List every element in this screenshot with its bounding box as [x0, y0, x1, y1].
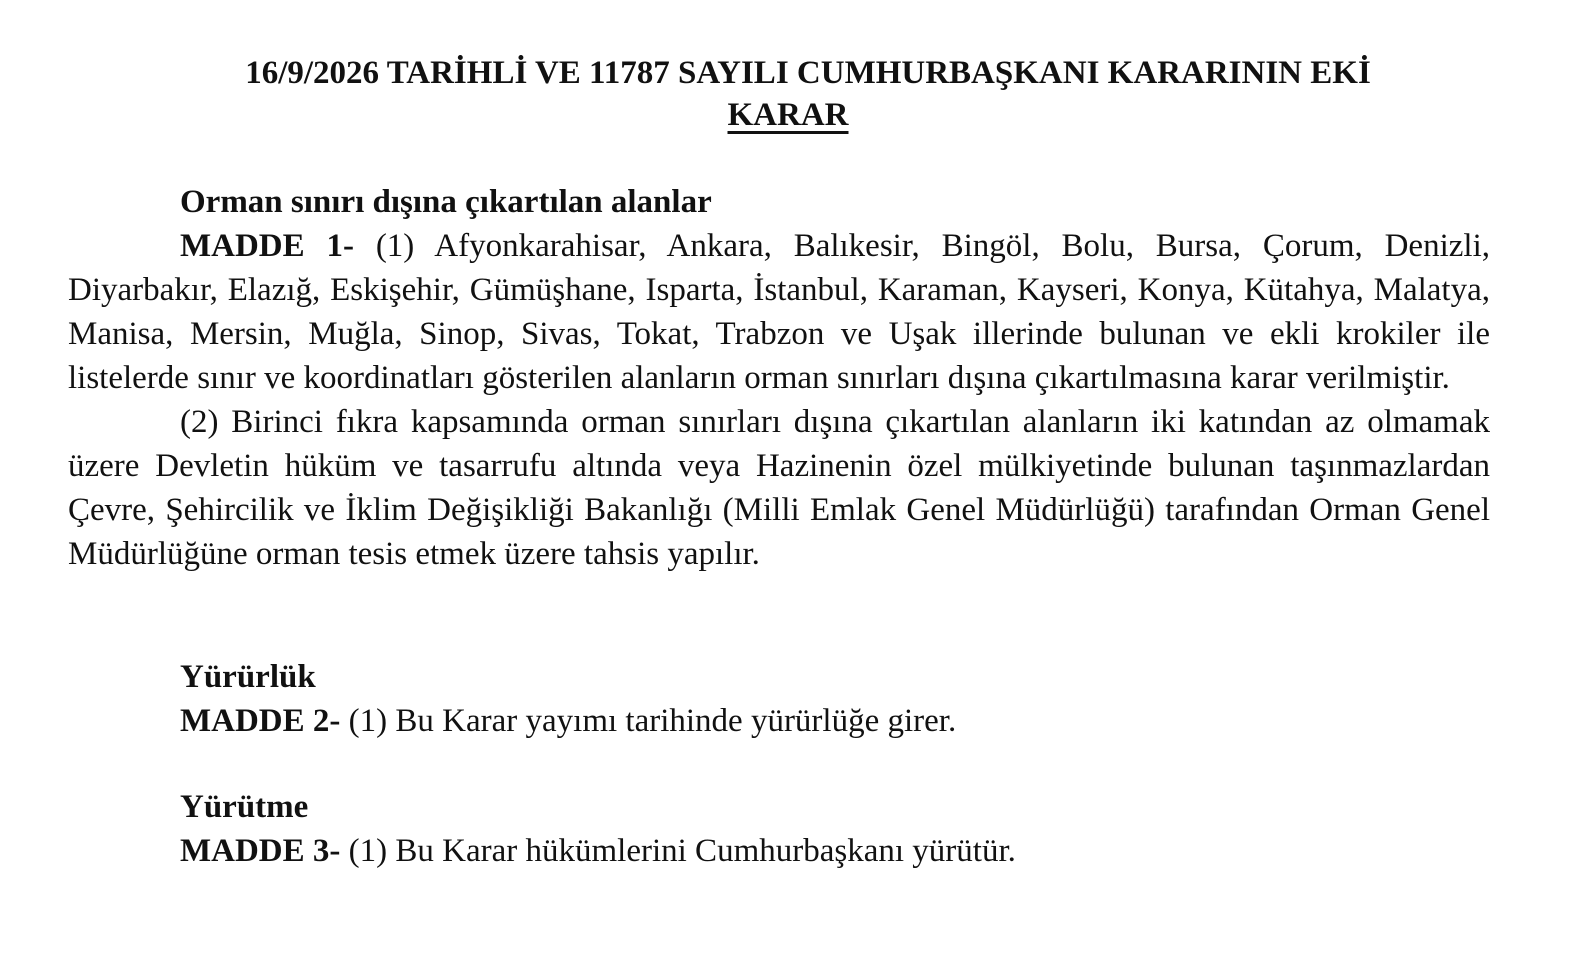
article-2-paragraph-1-text: (1) Bu Karar yayımı tarihinde yürürlüğe girer. [340, 703, 957, 739]
article-1-heading: Orman sınırı dışına çıkartılan alanlar [180, 184, 712, 220]
article-3 [68, 785, 1490, 873]
document-title: 16/9/2026 TARİHLİ VE 11787 SAYILI CUMHURBAŞKANI KARARININ EKİ [245, 55, 1371, 91]
article-3-paragraph-1-text: (1) Bu Karar hükümlerini Cumhurbaşkanı yürütür. [340, 833, 1016, 869]
article-1-paragraph-1 [68, 224, 1490, 400]
article-1-label: MADDE 1- [180, 228, 354, 264]
article-2 [68, 655, 1490, 743]
article-1-paragraph-2: (2) Birinci fıkra kapsamında orman sınırları dışına çıkartılan alanların iki katından az olmamak üzere Devletin hüküm ve tasarrufu altında veya Hazinenin özel mülkiyetinde bulunan taşınmazlardan Çevre, Şehircilik ve İklim Değişikliği Bakanlığı (Milli Emlak Genel Müdürlüğü) tarafından Orman Genel Müdürlüğüne orman tesis etmek üzere tahsis yapılır. [68, 404, 1490, 572]
article-1 [68, 180, 1490, 576]
document-subtitle: KARAR [727, 97, 849, 133]
document-header [60, 52, 1516, 136]
article-3-paragraph-1 [68, 829, 1490, 873]
article-2-paragraph-1 [68, 699, 1490, 743]
article-1-paragraph-1-text: (1) Afyonkarahisar, Ankara, Balıkesir, Bingöl, Bolu, Bursa, Çorum, Denizli, Diyarbakır, Elazığ, Eskişehir, Gümüşhane, Isparta, İstanbul, Karaman, Kayseri, Konya, Kütahya, Malatya, Manisa, Mersin, Muğla, Sinop, Sivas, Tokat, Trabzon ve Uşak illerinde bulunan ve ekli krokiler ile listelerde sınır ve koordinatları gösterilen alanların orman sınırları dışına çıkartılmasına karar verilmiştir. [68, 228, 1490, 396]
article-2-label: MADDE 2- [180, 703, 341, 739]
article-2-heading: Yürürlük [180, 659, 316, 695]
article-3-heading: Yürütme [180, 789, 309, 825]
article-3-label: MADDE 3- [180, 833, 341, 869]
